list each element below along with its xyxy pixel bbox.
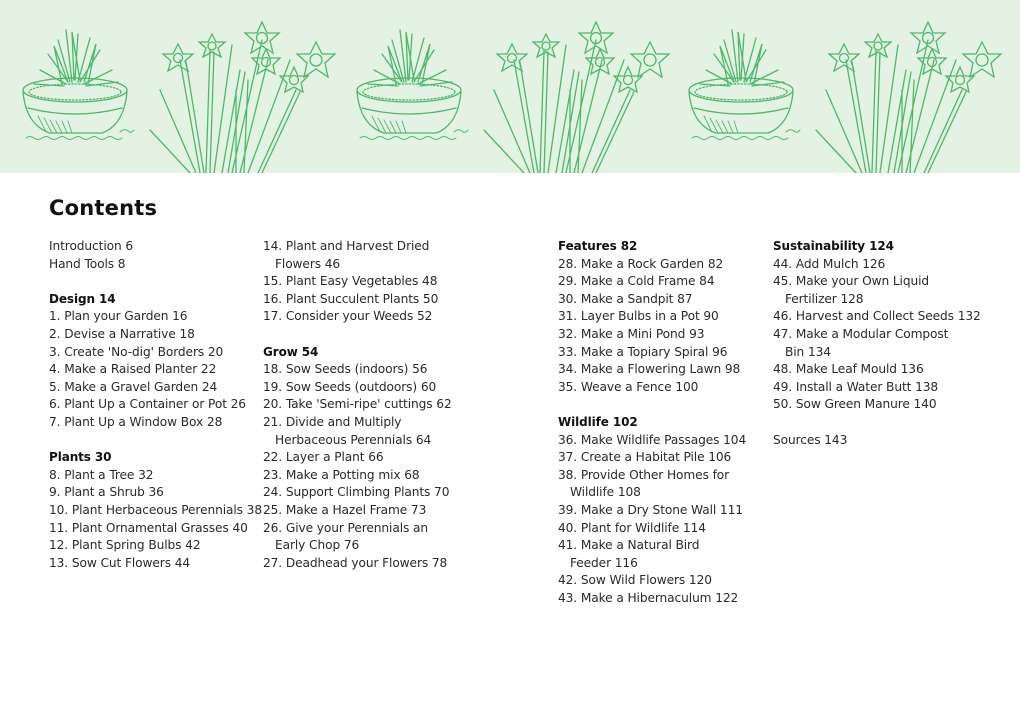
toc-entry[interactable]: 44. Add Mulch 126 (773, 256, 886, 271)
toc-entry[interactable]: 27. Deadhead your Flowers 78 (263, 555, 448, 570)
section-heading-grow[interactable]: Grow 54 (263, 344, 319, 359)
spacer (773, 414, 1013, 432)
toc-column-2 (263, 238, 543, 572)
toc-entry[interactable]: 2. Devise a Narrative 18 (49, 326, 195, 341)
toc-entry[interactable]: 37. Create a Habitat Pile 106 (558, 450, 732, 465)
toc-entry[interactable]: 30. Make a Sandpit 87 (558, 291, 693, 306)
illustration-banner (0, 0, 1020, 173)
toc-entry[interactable]: 46. Harvest and Collect Seeds 132 (773, 309, 981, 324)
toc-entry[interactable]: 36. Make Wildlife Passages 104 (558, 432, 747, 447)
section-heading-wildlife[interactable]: Wildlife 102 (558, 414, 638, 429)
toc-entry[interactable]: 22. Layer a Plant 66 (263, 450, 384, 465)
toc-entry[interactable]: 35. Weave a Fence 100 (558, 379, 699, 394)
toc-entry[interactable]: 17. Consider your Weeds 52 (263, 309, 433, 324)
section-heading-sustainability[interactable]: Sustainability 124 (773, 239, 894, 253)
toc-entry-continuation[interactable]: Flowers 46 (275, 256, 341, 271)
toc-entry[interactable]: 14. Plant and Harvest Dried (263, 239, 430, 253)
spacer (558, 396, 768, 414)
toc-entry[interactable]: 20. Take 'Semi-ripe' cuttings 62 (263, 397, 452, 412)
toc-entry-continuation[interactable]: Feeder 116 (570, 555, 638, 570)
toc-entry[interactable]: 8. Plant a Tree 32 (49, 467, 154, 482)
toc-entry-continuation[interactable]: Early Chop 76 (275, 538, 360, 553)
toc-entry[interactable]: 7. Plant Up a Window Box 28 (49, 414, 223, 429)
toc-entry-continuation[interactable]: Fertilizer 128 (785, 291, 864, 306)
toc-entry[interactable]: 40. Plant for Wildlife 114 (558, 520, 706, 535)
toc-entry[interactable]: 48. Make Leaf Mould 136 (773, 362, 924, 377)
section-heading-plants[interactable]: Plants 30 (49, 450, 112, 465)
toc-entry[interactable]: 29. Make a Cold Frame 84 (558, 274, 715, 289)
toc-entry[interactable]: 24. Support Climbing Plants 70 (263, 485, 450, 500)
toc-entry[interactable]: 34. Make a Flowering Lawn 98 (558, 362, 741, 377)
spacer (263, 326, 543, 344)
toc-entry[interactable]: 31. Layer Bulbs in a Pot 90 (558, 309, 719, 324)
toc-entry[interactable]: 21. Divide and Multiply (263, 414, 402, 429)
section-heading-features[interactable]: Features 82 (558, 239, 638, 253)
toc-entry[interactable]: 38. Provide Other Homes for (558, 467, 730, 482)
toc-entry[interactable]: 25. Make a Hazel Frame 73 (263, 502, 427, 517)
toc-entry[interactable]: 39. Make a Dry Stone Wall 111 (558, 502, 743, 517)
toc-entry[interactable]: 33. Make a Topiary Spiral 96 (558, 344, 728, 359)
spacer (49, 273, 254, 291)
toc-column-3 (558, 238, 768, 607)
toc-entry[interactable]: 43. Make a Hibernaculum 122 (558, 590, 739, 605)
toc-entry[interactable]: 11. Plant Ornamental Grasses 40 (49, 520, 248, 535)
toc-entry[interactable]: 42. Sow Wild Flowers 120 (558, 573, 712, 588)
toc-entry-continuation[interactable]: Wildlife 108 (570, 485, 641, 500)
page-title: Contents (49, 196, 158, 220)
banner-illustrations (0, 0, 1020, 173)
toc-column-4 (773, 238, 1013, 449)
toc-entry[interactable]: 1. Plan your Garden 16 (49, 309, 188, 324)
spacer (49, 432, 254, 450)
toc-entry[interactable]: 9. Plant a Shrub 36 (49, 485, 164, 500)
toc-entry[interactable]: 18. Sow Seeds (indoors) 56 (263, 362, 428, 377)
toc-entry[interactable]: 49. Install a Water Butt 138 (773, 379, 939, 394)
toc-entry[interactable]: 41. Make a Natural Bird (558, 538, 700, 553)
toc-entry[interactable]: 15. Plant Easy Vegetables 48 (263, 274, 438, 289)
toc-entry-sources[interactable]: Sources 143 (773, 432, 848, 447)
toc-entry[interactable]: 16. Plant Succulent Plants 50 (263, 291, 439, 306)
toc-entry[interactable]: 13. Sow Cut Flowers 44 (49, 555, 191, 570)
toc-entry[interactable]: 12. Plant Spring Bulbs 42 (49, 538, 201, 553)
toc-entry-continuation[interactable]: Herbaceous Perennials 64 (275, 432, 432, 447)
toc-entry[interactable]: 26. Give your Perennials an (263, 520, 429, 535)
toc-entry-continuation[interactable]: Bin 134 (785, 344, 831, 359)
toc-entry[interactable]: 4. Make a Raised Planter 22 (49, 362, 217, 377)
toc-entry-introduction[interactable]: Introduction 6 (49, 239, 134, 253)
toc-entry[interactable]: 47. Make a Modular Compost (773, 326, 949, 341)
toc-entry[interactable]: 32. Make a Mini Pond 93 (558, 326, 705, 341)
toc-entry[interactable]: 23. Make a Potting mix 68 (263, 467, 420, 482)
toc-entry[interactable]: 10. Plant Herbaceous Perennials 38 (49, 502, 262, 517)
toc-entry[interactable]: 45. Make your Own Liquid (773, 274, 930, 289)
toc-entry[interactable]: 3. Create 'No-dig' Borders 20 (49, 344, 224, 359)
toc-entry[interactable]: 5. Make a Gravel Garden 24 (49, 379, 218, 394)
toc-entry[interactable]: 28. Make a Rock Garden 82 (558, 256, 724, 271)
section-heading-design[interactable]: Design 14 (49, 291, 116, 306)
toc-entry[interactable]: 50. Sow Green Manure 140 (773, 397, 937, 412)
toc-column-1 (49, 238, 262, 572)
toc-entry[interactable]: 6. Plant Up a Container or Pot 26 (49, 397, 246, 412)
toc-entry[interactable]: 19. Sow Seeds (outdoors) 60 (263, 379, 437, 394)
toc-entry-hand-tools[interactable]: Hand Tools 8 (49, 256, 126, 271)
